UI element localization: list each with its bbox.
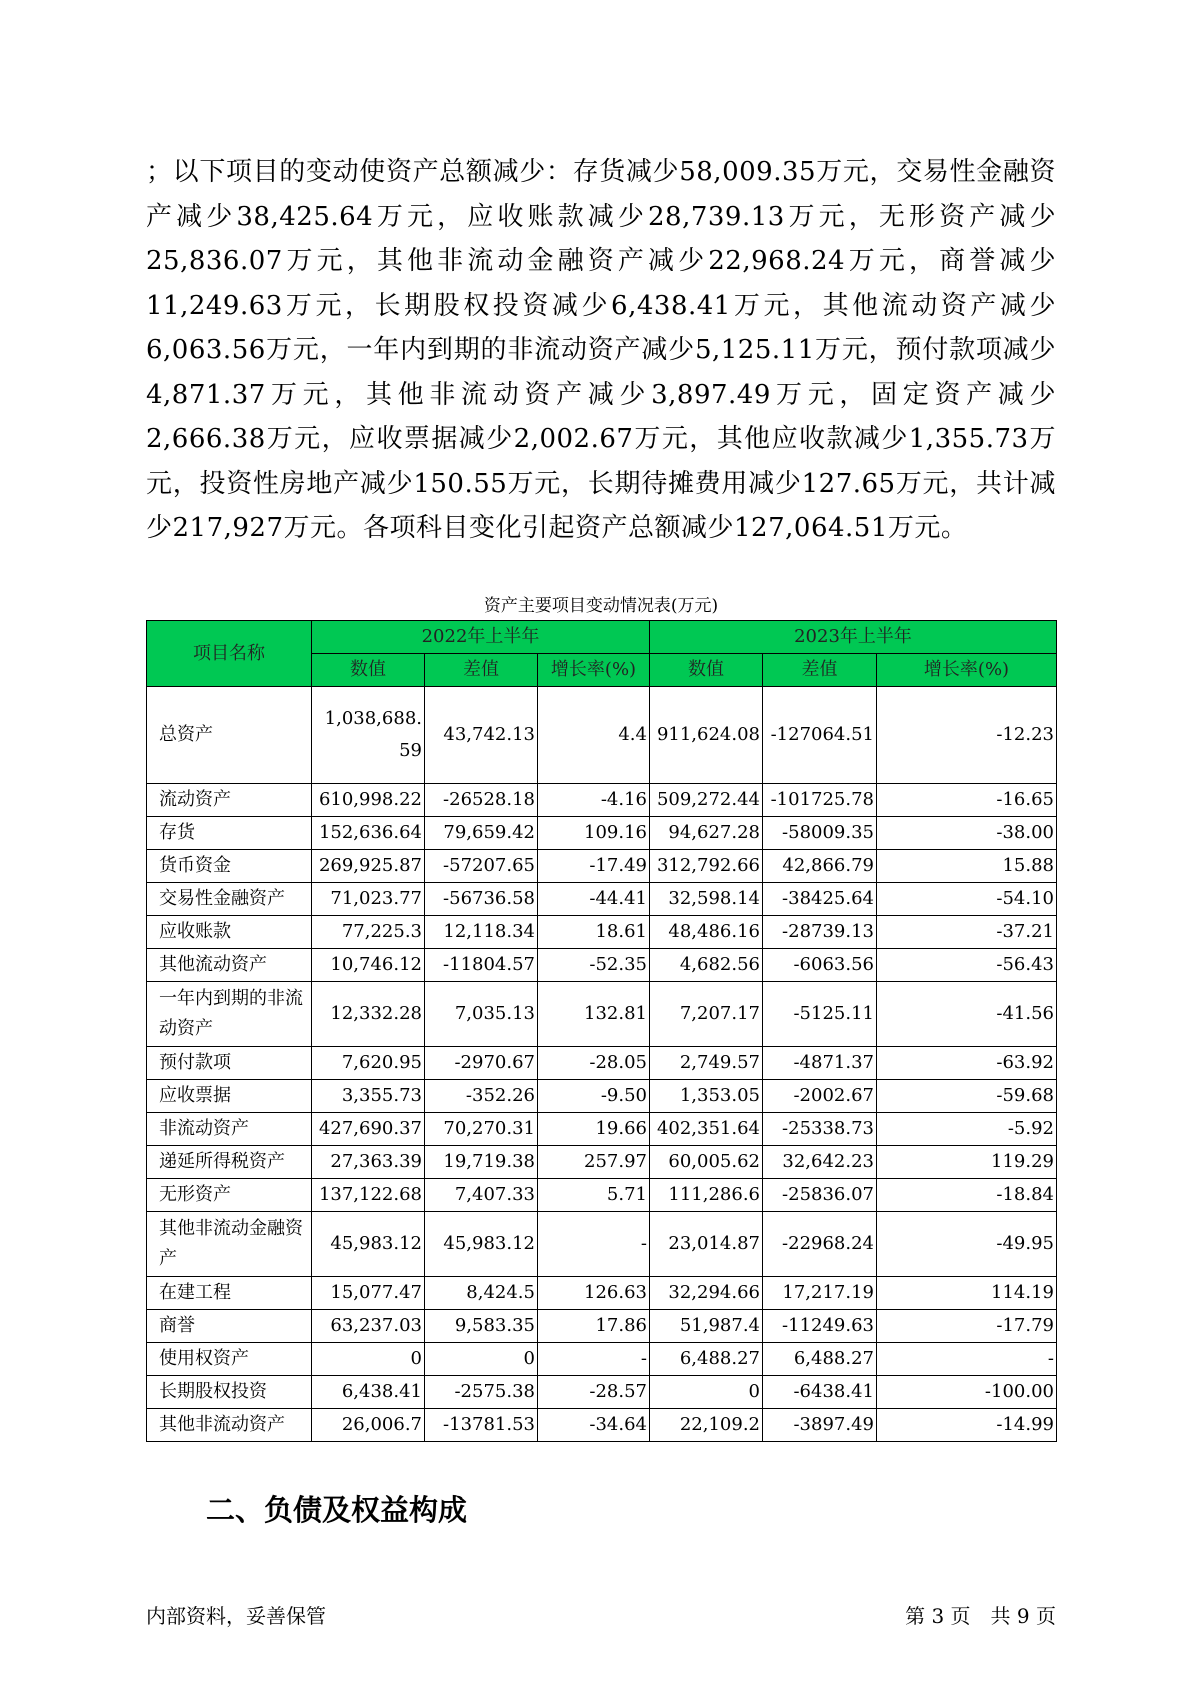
table-row [147,883,1057,916]
cell-item-name: 无形资产 [147,1179,312,1212]
header-period-2022: 2022年上半年 [312,621,650,654]
cell-rate-2022: -44.41 [538,883,650,916]
cell-diff-2023: -127064.51 [763,687,877,784]
cell-rate-2023: -14.99 [877,1409,1057,1442]
cell-rate-2023: -59.68 [877,1080,1057,1113]
cell-rate-2022: - [538,1212,650,1277]
cell-diff-2022: 43,742.13 [425,687,538,784]
cell-diff-2022: 0 [425,1343,538,1376]
cell-rate-2022: -34.64 [538,1409,650,1442]
header-diff-2023: 差值 [763,654,877,687]
cell-rate-2022: 126.63 [538,1277,650,1310]
cell-diff-2023: -28739.13 [763,916,877,949]
cell-diff-2022: 70,270.31 [425,1113,538,1146]
cell-item-name: 交易性金融资产 [147,883,312,916]
cell-rate-2023: -63.92 [877,1047,1057,1080]
cell-item-name: 非流动资产 [147,1113,312,1146]
cell-rate-2023: -56.43 [877,949,1057,982]
cell-item-name: 流动资产 [147,784,312,817]
cell-rate-2023: -37.21 [877,916,1057,949]
cell-value-2023: 32,294.66 [650,1277,763,1310]
cell-rate-2023: -17.79 [877,1310,1057,1343]
cell-value-2022: 63,237.03 [312,1310,425,1343]
cell-diff-2022: -11804.57 [425,949,538,982]
cell-diff-2023: -5125.11 [763,982,877,1047]
cell-value-2022: 10,746.12 [312,949,425,982]
cell-rate-2022: 17.86 [538,1310,650,1343]
cell-value-2023: 0 [650,1376,763,1409]
table-row [147,1080,1057,1113]
footer-page-number: 第 3 页 共 9 页 [905,1604,1056,1628]
cell-diff-2022: -352.26 [425,1080,538,1113]
cell-rate-2023: -12.23 [877,687,1057,784]
table-row [147,687,1057,784]
cell-diff-2022: 45,983.12 [425,1212,538,1277]
header-rate-2023: 增长率(%) [877,654,1057,687]
cell-diff-2022: 7,407.33 [425,1179,538,1212]
cell-value-2023: 1,353.05 [650,1080,763,1113]
cell-rate-2022: -28.05 [538,1047,650,1080]
cell-value-2023: 94,627.28 [650,817,763,850]
cell-value-2023: 48,486.16 [650,916,763,949]
cell-value-2022: 427,690.37 [312,1113,425,1146]
cell-diff-2023: -58009.35 [763,817,877,850]
cell-value-2023: 911,624.08 [650,687,763,784]
cell-rate-2022: 5.71 [538,1179,650,1212]
cell-item-name: 长期股权投资 [147,1376,312,1409]
cell-value-2022: 610,998.22 [312,784,425,817]
cell-value-2022: 3,355.73 [312,1080,425,1113]
cell-value-2023: 60,005.62 [650,1146,763,1179]
cell-value-2023: 6,488.27 [650,1343,763,1376]
cell-value-2023: 51,987.4 [650,1310,763,1343]
cell-diff-2023: -22968.24 [763,1212,877,1277]
table-body [147,687,1057,1442]
cell-diff-2022: -2575.38 [425,1376,538,1409]
cell-diff-2023: -25836.07 [763,1179,877,1212]
table-row [147,982,1057,1047]
cell-item-name: 其他非流动资产 [147,1409,312,1442]
cell-rate-2022: -52.35 [538,949,650,982]
cell-diff-2022: 12,118.34 [425,916,538,949]
cell-value-2022: 12,332.28 [312,982,425,1047]
cell-rate-2022: 4.4 [538,687,650,784]
header-value-2022: 数值 [312,654,425,687]
cell-rate-2023: -49.95 [877,1212,1057,1277]
cell-value-2023: 32,598.14 [650,883,763,916]
cell-item-name: 在建工程 [147,1277,312,1310]
cell-diff-2023: -38425.64 [763,883,877,916]
cell-item-name: 应收票据 [147,1080,312,1113]
cell-rate-2023: -41.56 [877,982,1057,1047]
cell-rate-2023: -38.00 [877,817,1057,850]
cell-value-2023: 7,207.17 [650,982,763,1047]
cell-diff-2023: -2002.67 [763,1080,877,1113]
cell-diff-2022: -57207.65 [425,850,538,883]
cell-value-2023: 2,749.57 [650,1047,763,1080]
table-row [147,817,1057,850]
table-row [147,850,1057,883]
cell-item-name: 其他流动资产 [147,949,312,982]
cell-rate-2023: 119.29 [877,1146,1057,1179]
cell-rate-2022: -28.57 [538,1376,650,1409]
cell-diff-2022: -2970.67 [425,1047,538,1080]
cell-value-2022: 71,023.77 [312,883,425,916]
cell-diff-2023: -11249.63 [763,1310,877,1343]
cell-value-2023: 509,272.44 [650,784,763,817]
table-row [147,1376,1057,1409]
header-value-2023: 数值 [650,654,763,687]
cell-value-2022: 0 [312,1343,425,1376]
cell-item-name: 应收账款 [147,916,312,949]
table-row [147,1277,1057,1310]
cell-rate-2022: -9.50 [538,1080,650,1113]
cell-rate-2023: -5.92 [877,1113,1057,1146]
section-heading: 二、负债及权益构成 [206,1493,468,1527]
cell-value-2022: 6,438.41 [312,1376,425,1409]
cell-rate-2022: 257.97 [538,1146,650,1179]
table-row [147,1113,1057,1146]
cell-value-2022: 27,363.39 [312,1146,425,1179]
header-period-2023: 2023年上半年 [650,621,1057,654]
cell-diff-2023: 17,217.19 [763,1277,877,1310]
cell-rate-2022: 132.81 [538,982,650,1047]
cell-rate-2022: - [538,1343,650,1376]
cell-item-name: 商誉 [147,1310,312,1343]
cell-diff-2022: -56736.58 [425,883,538,916]
cell-rate-2023: - [877,1343,1057,1376]
cell-value-2022: 152,636.64 [312,817,425,850]
cell-diff-2023: -25338.73 [763,1113,877,1146]
cell-rate-2023: 15.88 [877,850,1057,883]
header-diff-2022: 差值 [425,654,538,687]
cell-rate-2022: 109.16 [538,817,650,850]
table-row [147,1047,1057,1080]
cell-diff-2022: -26528.18 [425,784,538,817]
cell-rate-2023: -18.84 [877,1179,1057,1212]
cell-item-name: 使用权资产 [147,1343,312,1376]
table-caption: 资产主要项目变动情况表(万元) [483,596,719,616]
cell-value-2023: 111,286.6 [650,1179,763,1212]
cell-diff-2022: 8,424.5 [425,1277,538,1310]
table-row [147,1310,1057,1343]
table-row [147,1212,1057,1277]
table-row [147,949,1057,982]
cell-rate-2023: 114.19 [877,1277,1057,1310]
cell-value-2022: 15,077.47 [312,1277,425,1310]
cell-diff-2023: 6,488.27 [763,1343,877,1376]
cell-item-name: 其他非流动金融资产 [147,1212,312,1277]
cell-diff-2023: -6063.56 [763,949,877,982]
cell-rate-2022: 19.66 [538,1113,650,1146]
cell-rate-2023: -54.10 [877,883,1057,916]
cell-diff-2022: -13781.53 [425,1409,538,1442]
cell-diff-2023: 42,866.79 [763,850,877,883]
cell-diff-2023: -4871.37 [763,1047,877,1080]
cell-rate-2022: -17.49 [538,850,650,883]
cell-diff-2023: 32,642.23 [763,1146,877,1179]
cell-value-2023: 4,682.56 [650,949,763,982]
asset-change-table [146,620,1057,1442]
cell-item-name: 一年内到期的非流动资产 [147,982,312,1047]
cell-rate-2022: -4.16 [538,784,650,817]
cell-diff-2023: -3897.49 [763,1409,877,1442]
cell-diff-2023: -101725.78 [763,784,877,817]
table-row [147,1343,1057,1376]
cell-rate-2023: -100.00 [877,1376,1057,1409]
cell-value-2022: 137,122.68 [312,1179,425,1212]
cell-value-2023: 402,351.64 [650,1113,763,1146]
header-rate-2022: 增长率(%) [538,654,650,687]
cell-item-name: 递延所得税资产 [147,1146,312,1179]
cell-value-2022: 269,925.87 [312,850,425,883]
footer-confidential: 内部资料，妥善保管 [146,1604,326,1628]
cell-item-name: 预付款项 [147,1047,312,1080]
cell-rate-2022: 18.61 [538,916,650,949]
table-row [147,916,1057,949]
cell-diff-2022: 9,583.35 [425,1310,538,1343]
cell-value-2023: 22,109.2 [650,1409,763,1442]
body-paragraph: ；以下项目的变动使资产总额减少：存货减少58,009.35万元，交易性金融资产减少38,425.64万元，应收账款减少28,739.13万元，无形资产减少25,836.07万元，其他非流动金融资产减少22,968.24万元，商誉减少11,249.63万元，长期股权投资减少6,438.41万元，其他流动资产减少6,063.56万元，一年内到期的非流动资产减少5,125.11万元，预付款项减少4,871.37万元，其他非流动资产减少3,897.49万元，固定资产减少2,666.38万元，应收票据减少2,002.67万元，其他应收款减少1,355.73万元，投资性房地产减少150.55万元，长期待摊费用减少127.65万元，共计减少217,927万元。各项科目变化引起资产总额减少127,064.51万元。 [146,157,1056,543]
cell-rate-2023: -16.65 [877,784,1057,817]
cell-value-2022: 7,620.95 [312,1047,425,1080]
cell-diff-2023: -6438.41 [763,1376,877,1409]
cell-item-name: 总资产 [147,687,312,784]
table-row [147,1179,1057,1212]
cell-value-2023: 23,014.87 [650,1212,763,1277]
cell-value-2023: 312,792.66 [650,850,763,883]
cell-value-2022: 26,006.7 [312,1409,425,1442]
cell-value-2022: 77,225.3 [312,916,425,949]
cell-item-name: 货币资金 [147,850,312,883]
header-item-name: 项目名称 [147,621,312,687]
cell-item-name: 存货 [147,817,312,850]
cell-diff-2022: 19,719.38 [425,1146,538,1179]
table-row [147,1146,1057,1179]
cell-diff-2022: 79,659.42 [425,817,538,850]
cell-value-2022: 1,038,688.59 [312,687,425,784]
cell-value-2022: 45,983.12 [312,1212,425,1277]
table-row [147,1409,1057,1442]
cell-diff-2022: 7,035.13 [425,982,538,1047]
table-row [147,784,1057,817]
